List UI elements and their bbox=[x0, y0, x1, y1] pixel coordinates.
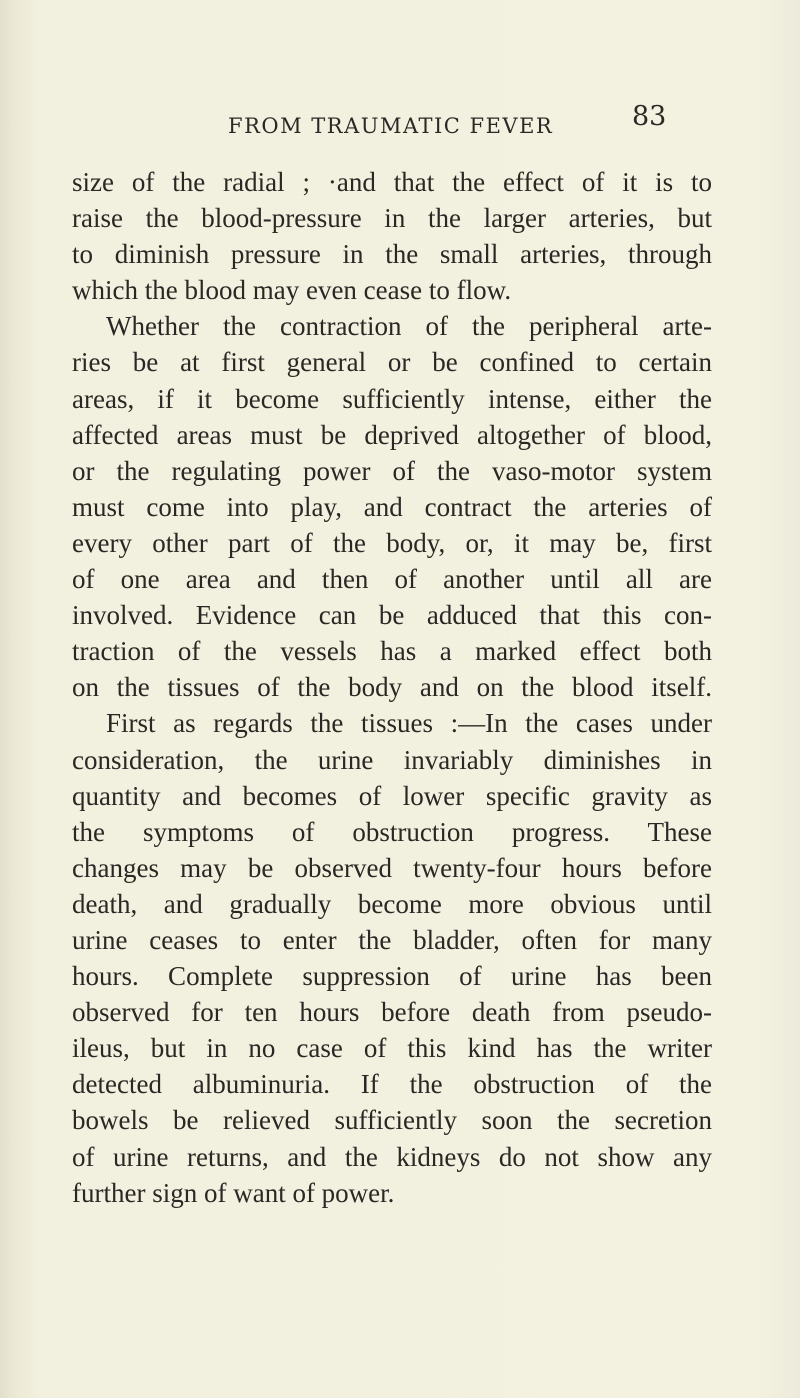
text-line: every other part of the body, or, it may be, first bbox=[72, 527, 712, 558]
text-line: observed for ten hours before death from pseudo- bbox=[72, 997, 712, 1028]
page-number: 83 bbox=[632, 101, 667, 132]
text-line: hours. Complete suppression of urine has been bbox=[72, 961, 712, 992]
text-line: traction of the vessels has a marked effect both bbox=[72, 636, 712, 667]
text-line: must come into play, and contract the arteries of bbox=[72, 491, 712, 522]
text-line: of one area and then of another until all are bbox=[72, 564, 712, 595]
body-text bbox=[72, 164, 712, 1211]
text-line: quantity and becomes of lower specific gravity as bbox=[72, 780, 712, 811]
text-line: Whether the contraction of the peripheral arte- bbox=[106, 311, 712, 342]
text-line: consideration, the urine invariably diminishes in bbox=[72, 744, 712, 775]
text-line: the symptoms of obstruction progress. These bbox=[72, 816, 712, 847]
page-header bbox=[0, 101, 800, 144]
text-line: changes may be observed twenty-four hours before bbox=[72, 852, 712, 883]
text-line: to diminish pressure in the small arteries, through bbox=[72, 239, 712, 270]
text-line: affected areas must be deprived altogether of blood, bbox=[72, 419, 712, 450]
text-line: First as regards the tissues :—In the cases under bbox=[106, 708, 712, 739]
text-line: ries be at first general or be confined to certain bbox=[72, 347, 712, 378]
text-line: size of the radial ; ·and that the effect of it is to bbox=[72, 167, 712, 197]
text-line: ileus, but in no case of this kind has the writer bbox=[72, 1033, 712, 1064]
text-line: raise the blood-pressure in the larger arteries, but bbox=[72, 203, 712, 234]
text-line: of urine returns, and the kidneys do not show any bbox=[72, 1141, 712, 1172]
text-line: which the blood may even cease to flow. bbox=[72, 275, 512, 306]
text-line: on the tissues of the body and on the blood itself. bbox=[72, 672, 712, 703]
text-line: death, and gradually become more obvious until bbox=[72, 888, 712, 919]
text-line: bowels be relieved sufficiently soon the secretion bbox=[72, 1105, 712, 1136]
text-line: detected albuminuria. If the obstruction of the bbox=[72, 1069, 712, 1100]
text-line: involved. Evidence can be adduced that this con- bbox=[72, 600, 712, 631]
text-line: urine ceases to enter the bladder, often for many bbox=[72, 924, 712, 955]
text-line: areas, if it become sufficiently intense, either the bbox=[72, 383, 712, 414]
text-line: or the regulating power of the vaso-motor system bbox=[72, 455, 712, 486]
text-line: further sign of want of power. bbox=[72, 1177, 395, 1208]
running-head: FROM TRAUMATIC FEVER bbox=[228, 114, 554, 138]
